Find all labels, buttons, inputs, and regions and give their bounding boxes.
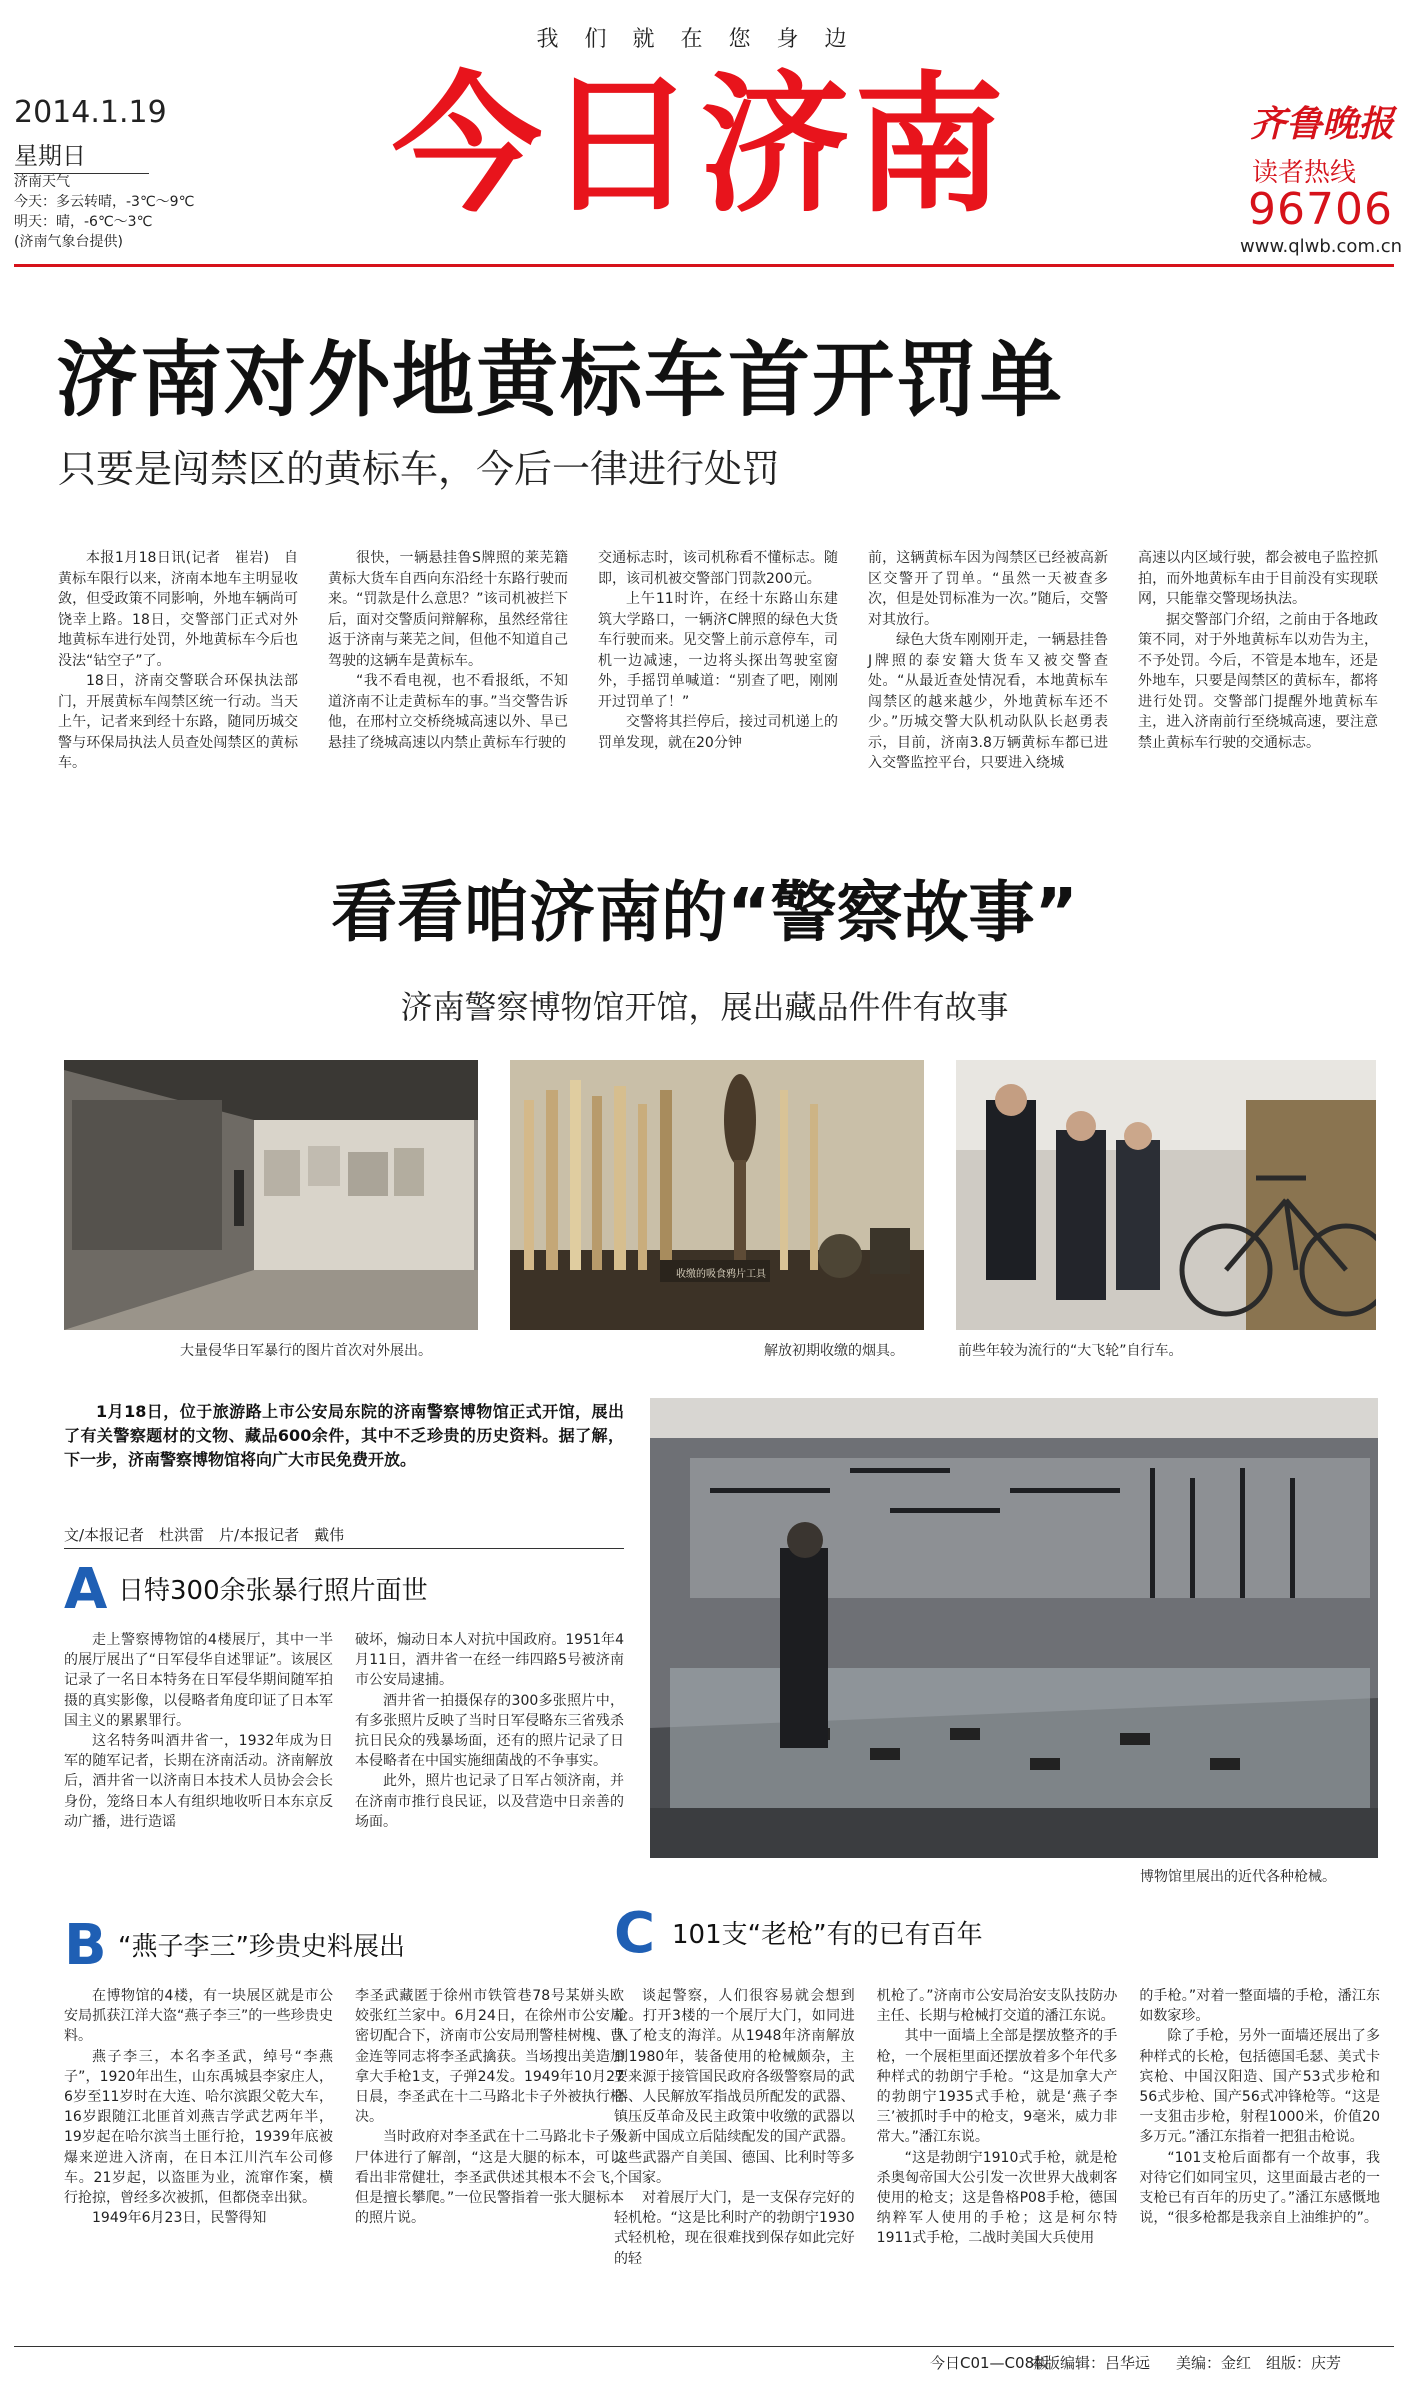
paragraph: 对着展厅大门，是一支保存完好的轻机枪。“这是比利时产的勃朗宁1930式轻机枪，现在很难找到保存如此完好的轻 xyxy=(614,2190,855,2267)
exhibit-label: 收缴的吸食鸦片工具 xyxy=(676,1269,766,1280)
section-column xyxy=(877,1986,1118,2269)
section-column xyxy=(614,1986,855,2269)
paragraph: 的手枪。”对着一整面墙的手枪，潘江东如数家珍。 xyxy=(1139,1988,1381,2025)
weather-today: 今天：多云转晴，-3℃～9℃ xyxy=(14,194,195,210)
story1-column xyxy=(328,548,568,774)
header-divider xyxy=(14,264,1394,267)
section-b-body xyxy=(64,1986,624,2228)
photo-caption: 博物馆里展出的近代各种枪械。 xyxy=(1140,1869,1336,1885)
section-a-letter: A xyxy=(64,1557,108,1622)
paragraph: 其中一面墙上全部是摆放整齐的手枪，一个展柜里面还摆放着多个年代多种样式的勃朗宁手枪。“这是加拿大产的勃朗宁1935式手枪，就是‘燕子李三’被抓时手中的枪支，9毫米，威力非常大。”潘江东说。 xyxy=(876,2028,1118,2146)
paragraph: “这是勃朗宁1910式手枪，就是枪杀奥匈帝国大公引发一次世界大战刺客使用的枪支；这是鲁格P08手枪，德国纳粹军人使用的手枪；这是柯尔特1911式手枪，二战时美国大兵使用 xyxy=(876,2149,1118,2247)
story1-headline: 济南对外地黄标车首开罚单 xyxy=(56,333,1065,428)
weather-title: 济南天气 xyxy=(14,174,70,190)
photo-opium-tools-image xyxy=(510,1060,924,1330)
paragraph: 李圣武藏匿于徐州市铁管巷78号某姘头欧姣张红兰家中。6月24日，在徐州市公安局密切配合下，济南市公安局刑警桂树槐、曹金连等同志将李圣武擒获。当场搜出美造加拿大手枪1支，子弹24发。1949年10月27日晨，李圣武在十二马路北卡子外被执行枪决。 xyxy=(355,1988,624,2126)
footer-divider xyxy=(14,2346,1394,2347)
section-a-body xyxy=(64,1630,624,1832)
photo-caption: 大量侵华日军暴行的图片首次对外展出。 xyxy=(180,1343,432,1359)
paragraph: 酒井省一拍摄保存的300多张照片中，有多张照片反映了当时日军侵略东三省残杀抗日民众的残暴场面，还有的照片记录了日本侵略者在中国实施细菌战的不争事实。 xyxy=(355,1692,624,1770)
paragraph: 这名特务叫酒井省一，1932年成为日军的随军记者，长期在济南活动。济南解放后，酒井省一以济南日本技术人员协会会长身份，笼络日本人有组织地收听日本东京反动广播，进行造谣 xyxy=(64,1733,333,1830)
paragraph: 上午11时许，在经十东路山东建筑大学路口，一辆济C牌照的绿色大货车行驶而来。见交警上前示意停车，司机一边减速，一边将头探出驾驶室窗外，手摇罚单喊道：“别查了吧，刚刚开过罚单了！” xyxy=(598,591,838,710)
paragraph: 很快，一辆悬挂鲁S牌照的莱芜籍黄标大货车自西向东沿经十东路行驶而来。“罚款是什么意思？”该司机被拦下后，面对交警质问辩解称，虽然经常往返于济南与莱芜之间，但他不知道自己驾驶的这辆车是黄标车。 xyxy=(328,550,568,669)
paragraph: 据交警部门介绍，之前由于各地政策不同，对于外地黄标车以劝告为主，不予处罚。今后，不管是本地车，还是外地车，只要是闯禁区的黄标车，都将进行处罚。交警部门提醒外地黄标车主，进入济南前行至绕城高速，要注意禁止黄标车行驶的交通标志。 xyxy=(1138,611,1378,751)
photo-firearms xyxy=(650,1398,1378,1858)
hotline-label: 读者热线 xyxy=(1252,158,1357,188)
paragraph: 走上警察博物馆的4楼展厅，其中一半的展厅展出了“日军侵华自述罪证”。该展区记录了一名日本特务在日军侵华期间随军拍摄的真实影像，以侵略者角度印证了日本军国主义的累累罪行。 xyxy=(64,1632,333,1729)
story2-lead: 1月18日，位于旅游路上市公安局东院的济南警察博物馆正式开馆，展出了有关警察题材的文物、藏品600余件，其中不乏珍贵的历史资料。据了解，下一步，济南警察博物馆将向广大市民免费开放。 xyxy=(64,1402,624,1469)
paragraph: “我不看电视，也不看报纸，不知道济南不让走黄标车的事。”当交警告诉他，在邢村立交桥绕城高速以外、旱已悬挂了绕城高速以内禁止黄标车行驶的 xyxy=(328,673,568,751)
photo-caption: 前些年较为流行的“大飞轮”自行车。 xyxy=(958,1343,1183,1359)
masthead-title: 今日济南 xyxy=(391,57,1008,233)
footer-designer: 美编：金红 xyxy=(1176,2354,1252,2372)
section-column xyxy=(355,1630,624,1832)
story2-byline: 文/本报记者 杜洪雷 片/本报记者 戴伟 xyxy=(64,1526,345,1544)
paragraph: 18日，济南交警联合环保执法部门，开展黄标车闯禁区统一行动。当天上午，记者来到经十东路，随同历城交警与环保局执法人员查处闯禁区的黄标车。 xyxy=(58,673,298,771)
weather-source: (济南气象台提供) xyxy=(14,234,123,250)
paragraph: 除了手枪，另外一面墙还展出了多种样式的长枪，包括德国毛瑟、美式卡宾枪、中国汉阳造、国产53式步枪和56式步枪、国产56式冲锋枪等。“这是一支狙击步枪，射程1000米，价值20多万元。”潘江东指着一把狙击枪说。 xyxy=(1139,2028,1381,2146)
footer-proofreader: 组版：庆芳 xyxy=(1266,2354,1342,2372)
paragraph: 高速以内区域行驶，都会被电子监控抓拍，而外地黄标车由于目前没有实现联网，只能靠交警现场执法。 xyxy=(1138,550,1378,607)
hotline-number: 96706 xyxy=(1248,184,1393,235)
photo-exhibition-hall-image xyxy=(64,1060,478,1330)
photo-firearms-image xyxy=(650,1398,1378,1858)
paragraph: 绿色大货车刚刚开走，一辆悬挂鲁J牌照的泰安籍大货车又被交警查处。“从最近查处情况看，本地黄标车闯禁区的越来越少，外地黄标车还不少。”历城交警大队机动队队长赵勇表示，目前，济南3.8万辆黄标车都已进入交警监控平台，只要进入绕城 xyxy=(868,632,1108,771)
section-column xyxy=(355,1986,624,2228)
story1-subhead: 只要是闯禁区的黄标车，今后一律进行处罚 xyxy=(58,447,781,491)
section-c-letter: C xyxy=(614,1901,656,1966)
photo-caption: 解放初期收缴的烟具。 xyxy=(764,1343,904,1359)
weather-box xyxy=(14,172,194,252)
photo-bicycle xyxy=(956,1060,1376,1330)
paragraph: 燕子李三，本名李圣武，绰号“李燕子”，1920年出生，山东禹城县李家庄人，6岁至11岁时在大连、哈尔滨跟父乾大车，16岁跟随江北匪首刘燕吉学武艺两年半，19岁起在哈尔滨当土匪行抢，1939年底被爆来逆进入济南，在日本江川汽车公司修车。21岁起，以盗匪为业，流窜作案，横行抢掠，曾经多次被抓，但都侥幸出狱。 xyxy=(64,2048,333,2207)
issue-weekday: 星期日 xyxy=(14,136,149,174)
photo-bicycle-image xyxy=(956,1060,1376,1330)
paragraph: 交警将其拦停后，接过司机递上的罚单发现，就在20分钟 xyxy=(598,714,838,751)
weather-tomorrow: 明天：晴，-6℃～3℃ xyxy=(14,214,153,230)
story2-headline: 看看咱济南的“警察故事” xyxy=(331,874,1078,951)
story1-column xyxy=(1138,548,1378,774)
paragraph: 前，这辆黄标车因为闯禁区已经被高新区交警开了罚单。“虽然一天被查多次，但是处罚标准为一次。”随后，交警对其放行。 xyxy=(868,550,1108,628)
byline-divider xyxy=(64,1548,624,1549)
paragraph: “101支枪后面都有一个故事，我对待它们如同宝贝，这里面最古老的一支枪已有百年的历史了。”潘江东感慨地说，“很多枪都是我亲自上油维护的”。 xyxy=(1139,2149,1381,2227)
section-column xyxy=(1139,1986,1380,2269)
section-column xyxy=(64,1630,333,1832)
section-c-body xyxy=(614,1986,1380,2269)
paragraph: 破坏，煽动日本人对抗中国政府。1951年4月11日，酒井省一在经一纬四路5号被济南市公安局逮捕。 xyxy=(355,1632,624,1689)
section-a-title: 日特300余张暴行照片面世 xyxy=(118,1576,428,1606)
paragraph: 当时政府对李圣武在十二马路北卡子外尸体进行了解剖，“这是大腿的标本，可以看出非常健壮，李圣武供述其根本不会飞，但是擅长攀爬。”一位民警指着一张大腿标本的照片说。 xyxy=(355,2129,624,2227)
paragraph: 谈起警察，人们很容易就会想到枪。打开3楼的一个展厅大门，如同进入了枪支的海洋。从1948年济南解放到1980年，装备使用的枪械颇杂，主要来源于接管国民政府各级警察局的武器、人民解放军指战员所配发的武器、镇压反革命及民主政策中收缴的武器以及新中国成立后陆续配发的国产武器。这些武器产自美国、德国、比利时等多个国家。 xyxy=(614,1988,855,2186)
story2-subhead: 济南警察博物馆开馆，展出藏品件件有故事 xyxy=(400,988,1009,1026)
footer-editor: 本版编辑：吕华远 xyxy=(1030,2354,1151,2372)
website: www.qlwb.com.cn xyxy=(1240,236,1402,257)
section-b-title: “燕子李三”珍贵史料展出 xyxy=(118,1932,405,1962)
paragraph: 机枪了。”济南市公安局治安支队技防办主任、长期与枪械打交道的潘江东说。 xyxy=(876,1988,1118,2025)
section-column xyxy=(64,1986,333,2228)
paragraph: 1949年6月23日，民警得知 xyxy=(92,2210,267,2227)
photo-opium-tools xyxy=(510,1060,924,1330)
story1-column xyxy=(868,548,1108,774)
photo-exhibition-hall xyxy=(64,1060,478,1330)
issue-date: 2014.1.19 xyxy=(14,95,167,130)
footer-pages: 今日C01—C08版 xyxy=(930,2354,1050,2372)
paragraph: 交通标志时，该司机称看不懂标志。随即，该司机被交警部门罚款200元。 xyxy=(598,550,838,587)
paragraph: 此外，照片也记录了日军占领济南，并在济南市推行良民证，以及营造中日亲善的场面。 xyxy=(355,1773,624,1830)
paragraph: 本报1月18日讯(记者 崔岩) 自黄标车限行以来，济南本地车主明显收敛，但受政策不同影响，外地车辆尚可饶幸上路。18日，交警部门正式对外地黄标车进行处罚，外地黄标车今后也没法“钻空子”了。 xyxy=(58,550,298,669)
section-c-title: 101支“老枪”有的已有百年 xyxy=(672,1920,983,1950)
paragraph: 在博物馆的4楼，有一块展区就是市公安局抓获江洋大盗“燕子李三”的一些珍贵史料。 xyxy=(64,1988,333,2045)
section-b-letter: B xyxy=(64,1913,107,1978)
story1-column xyxy=(598,548,838,774)
slogan: 我们就在您身边 xyxy=(536,27,873,52)
story1-column xyxy=(58,548,298,774)
story1-body xyxy=(58,548,1378,774)
brand-logo: 齐鲁晚报 xyxy=(1250,103,1395,145)
